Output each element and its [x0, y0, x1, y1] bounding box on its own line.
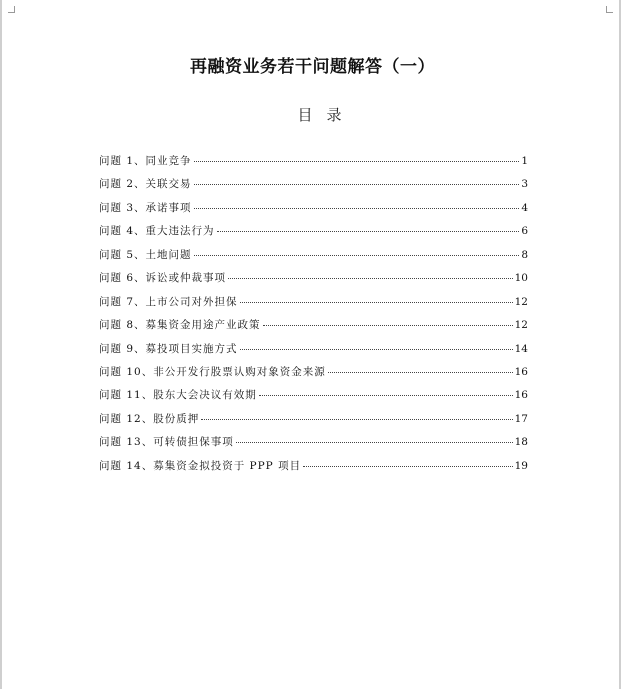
- toc-entry-page: 10: [514, 272, 528, 285]
- toc-entry[interactable]: [99, 247, 528, 270]
- dot-leader: [236, 442, 513, 443]
- toc-entry-label: 问题 3、承诺事项: [99, 201, 192, 214]
- toc-entry-page: 3: [521, 178, 528, 191]
- dot-leader: [201, 419, 512, 420]
- page-corner-mark: [8, 6, 15, 13]
- dot-leader: [194, 161, 520, 162]
- toc-entry-page: 1: [521, 155, 528, 167]
- toc-entry-label: 问题 10、非公开发行股票认购对象资金来源: [99, 365, 326, 378]
- toc-entry-page: 8: [521, 248, 528, 261]
- dot-leader: [259, 395, 513, 396]
- toc-entry-label: 问题 2、关联交易: [99, 178, 192, 191]
- toc-entry-label: 问题 13、可转债担保事项: [99, 436, 234, 449]
- dot-leader: [217, 231, 520, 232]
- toc-entry-label: 问题 12、股份质押: [99, 412, 200, 425]
- toc-entry-page: 16: [514, 365, 528, 378]
- toc-entry-page: 14: [514, 342, 528, 355]
- page-corner-mark: [606, 6, 613, 13]
- toc-entry[interactable]: [99, 200, 528, 223]
- toc-entry[interactable]: [99, 153, 528, 176]
- dot-leader: [240, 349, 513, 350]
- toc-entry[interactable]: [99, 176, 528, 199]
- toc-entry[interactable]: [99, 364, 528, 387]
- toc-entry-label: 问题 14、募集资金拟投资于 PPP 项目: [99, 459, 302, 472]
- toc-entry[interactable]: [99, 458, 528, 481]
- dot-leader: [303, 466, 513, 467]
- toc-entry-label: 问题 8、募集资金用途产业政策: [99, 319, 261, 332]
- toc-entry-page: 6: [521, 225, 528, 238]
- toc-entry-label: 问题 7、上市公司对外担保: [99, 295, 238, 308]
- toc-entry[interactable]: [99, 434, 528, 457]
- document-title: 再融资业务若干问题解答（一）: [190, 57, 435, 77]
- dot-leader: [328, 372, 513, 373]
- toc-entry-label: 问题 9、募投项目实施方式: [99, 342, 238, 355]
- toc-entry-label: 问题 1、同业竞争: [99, 155, 192, 167]
- toc-entry-page: 12: [514, 295, 528, 308]
- dot-leader: [194, 255, 520, 256]
- toc-entry[interactable]: [99, 223, 528, 246]
- dot-leader: [228, 278, 513, 279]
- toc-entry[interactable]: [99, 294, 528, 317]
- toc-entry-label: 问题 4、重大违法行为: [99, 225, 215, 238]
- toc-entry[interactable]: [99, 317, 528, 340]
- toc-entry-page: 16: [514, 389, 528, 402]
- toc-heading: 目录: [297, 106, 356, 124]
- toc-entry-label: 问题 6、诉讼或仲裁事项: [99, 272, 227, 285]
- dot-leader: [194, 184, 520, 185]
- toc-entry-page: 19: [514, 459, 528, 472]
- dot-leader: [240, 302, 513, 303]
- toc-entry-page: 17: [514, 412, 528, 425]
- toc-entry[interactable]: [99, 341, 528, 364]
- toc-entry-page: 4: [521, 201, 528, 214]
- toc-entry[interactable]: [99, 387, 528, 410]
- toc-entry-label: 问题 11、股东大会决议有效期: [99, 389, 257, 402]
- toc-entry-page: 18: [514, 436, 528, 449]
- toc-entry-label: 问题 5、土地问题: [99, 248, 192, 261]
- toc-entry[interactable]: [99, 270, 528, 293]
- toc-entry[interactable]: [99, 411, 528, 434]
- toc-entry-page: 12: [514, 319, 528, 332]
- dot-leader: [263, 325, 513, 326]
- table-of-contents: [99, 153, 528, 481]
- dot-leader: [194, 208, 520, 209]
